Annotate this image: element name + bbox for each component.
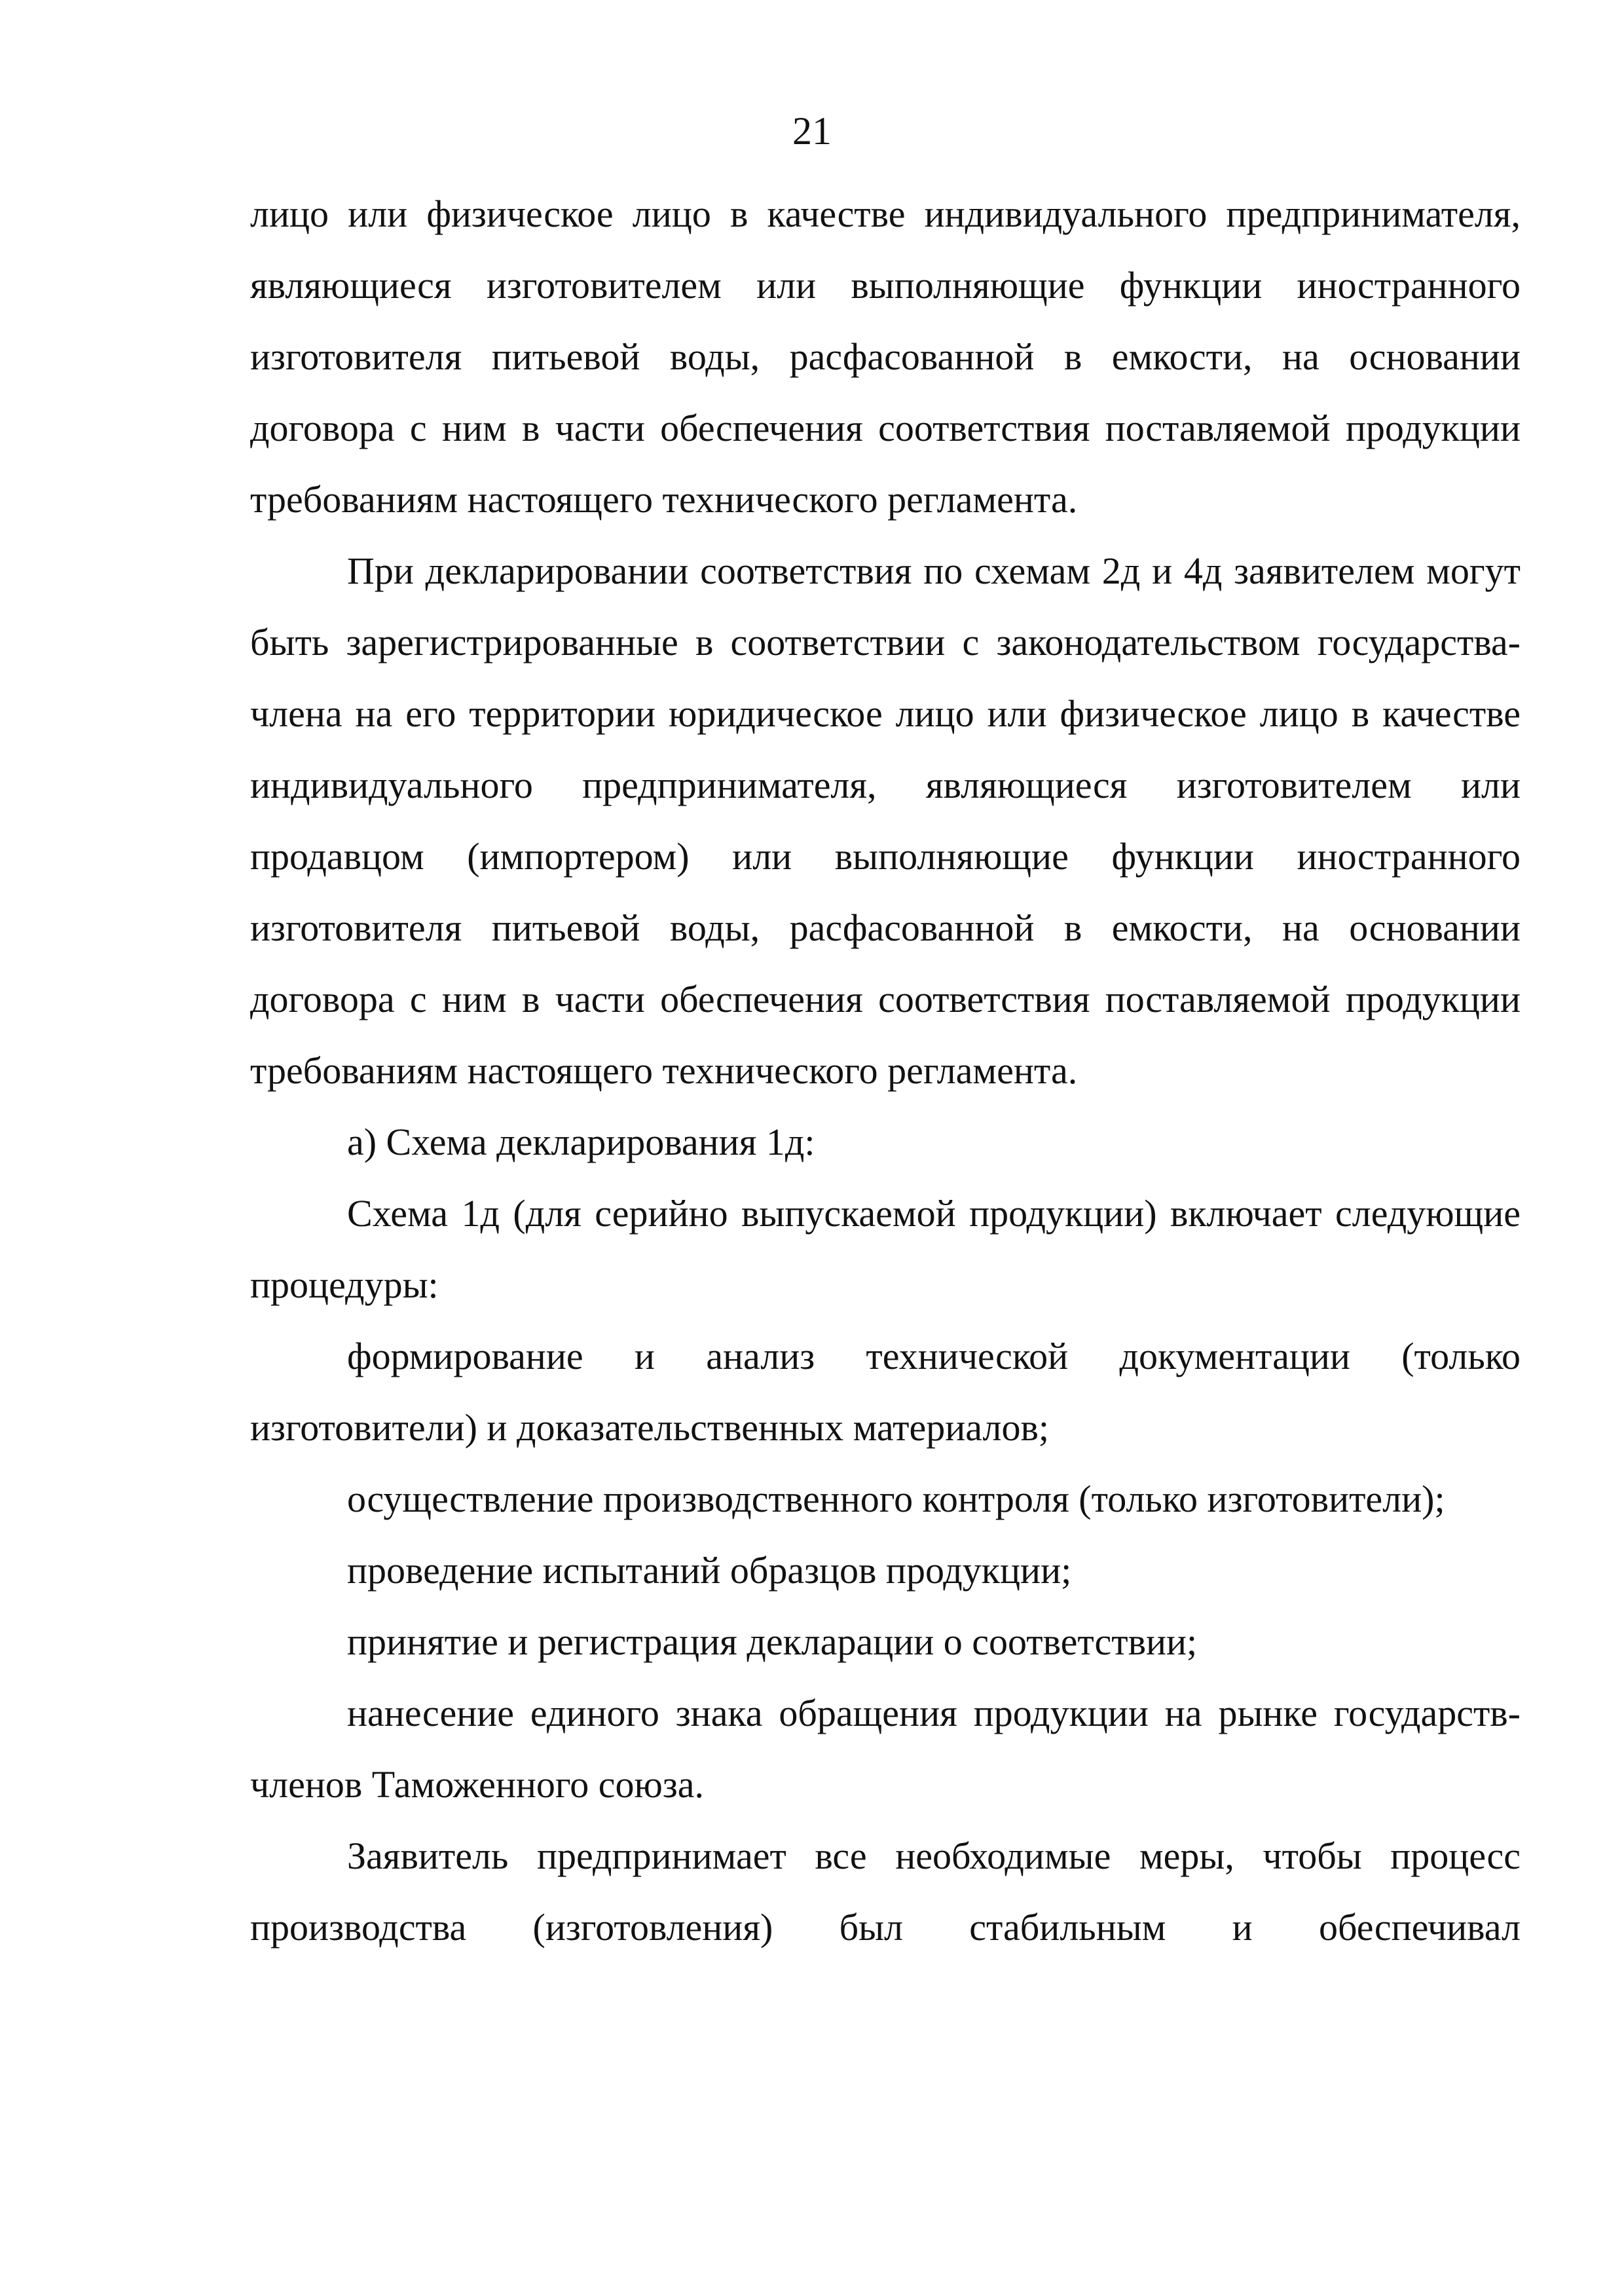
list-item-conformity-mark: нанесение единого знака обращения продукции на рынке государств-членов Таможенного союза.	[250, 1692, 1521, 1806]
list-item-declaration-registration: принятие и регистрация декларации о соответствии;	[347, 1620, 1198, 1663]
page-number: 21	[792, 109, 832, 153]
paragraph-declaration-schemes-2d-4d: При декларировании соответствия по схемам 2д и 4д заявителем могут быть зарегистрированные в соответствии с законодательством государства-члена на его территории юридическое лицо или физическое лицо в качестве индивидуального предпринимателя, являющиеся изготовителем или продавцом (импортером) или выполняющие функции иностранного изготовителя питьевой воды, расфасованной в емкости, на основании договора с ним в части обеспечения соответствия поставляемой продукции требованиям настоящего технического регламента.	[250, 550, 1521, 1092]
document-body	[250, 178, 1521, 1963]
list-item-sample-testing: проведение испытаний образцов продукции;	[347, 1549, 1072, 1592]
paragraph-applicant-continued: лицо или физическое лицо в качестве индивидуального предпринимателя, являющиеся изготовителем или выполняющие функции иностранного изготовителя питьевой воды, расфасованной в емкости, на основании договора с ним в части обеспечения соответствия поставляемой продукции требованиям настоящего технического регламента.	[250, 193, 1521, 521]
paragraph-scheme-1d-intro: Схема 1д (для серийно выпускаемой продукции) включает следующие процедуры:	[250, 1192, 1521, 1306]
paragraph-scheme-1d-heading: а) Схема декларирования 1д:	[347, 1121, 815, 1163]
list-item-documentation-analysis: формирование и анализ технической документации (только изготовители) и доказательственных материалов;	[250, 1335, 1521, 1449]
list-item-production-control: осуществление производственного контроля (только изготовители);	[347, 1478, 1445, 1520]
paragraph-applicant-measures: Заявитель предпринимает все необходимые меры, чтобы процесс производства (изготовления) был стабильным и обеспечивал	[250, 1835, 1521, 1949]
